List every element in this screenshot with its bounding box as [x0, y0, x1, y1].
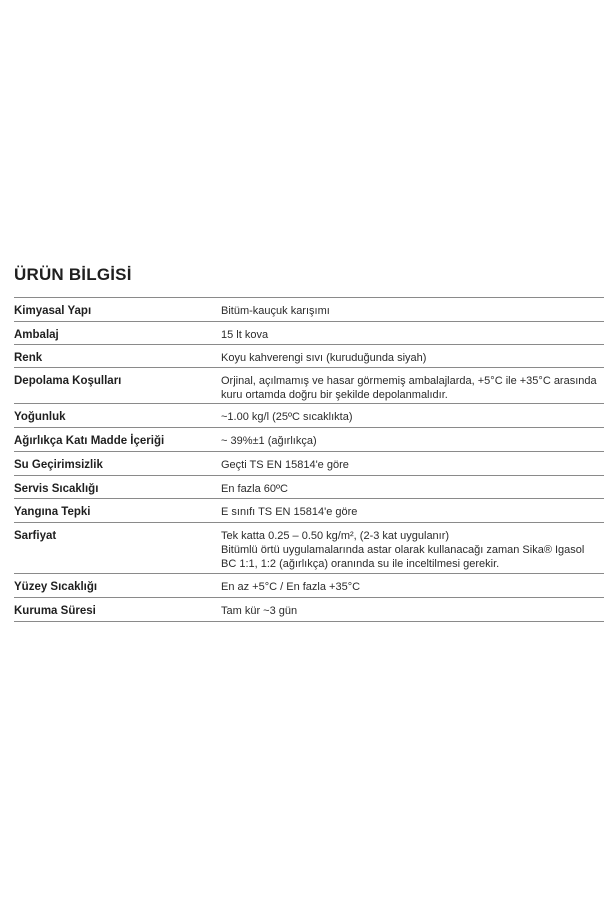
table-row	[14, 598, 604, 622]
row-value-line: En az +5°C / En fazla +35°C	[221, 581, 361, 593]
row-value-line: E sınıfı TS EN 15814'e göre	[221, 506, 358, 518]
row-value	[221, 458, 604, 470]
table-row	[14, 523, 604, 574]
product-info-table	[14, 297, 604, 622]
row-value	[221, 529, 604, 568]
row-value	[221, 505, 604, 517]
row-value	[221, 434, 604, 446]
row-label: Su Geçirimsizlik	[14, 459, 103, 471]
table-row	[14, 574, 604, 598]
row-label: Yüzey Sıcaklığı	[14, 581, 98, 593]
row-value-line: kuru ortamda doğru bir şekilde depolanmalıdır.	[221, 389, 448, 401]
row-value-line: Koyu kahverengi sıvı (kuruduğunda siyah)	[221, 352, 427, 364]
row-label: Ağırlıkça Katı Madde İçeriği	[14, 435, 165, 447]
table-row	[14, 476, 604, 499]
row-value	[221, 351, 604, 362]
row-label: Ambalaj	[14, 329, 59, 341]
row-value-line: Bitüm-kauçuk karışımı	[221, 305, 330, 317]
row-value-line: 15 lt kova	[221, 329, 269, 341]
row-value-line: En fazla 60ºC	[221, 483, 288, 495]
row-value	[221, 604, 604, 616]
section-title: ÜRÜN BİLGİSİ	[14, 265, 132, 284]
product-info-section	[14, 264, 604, 622]
row-label: Sarfiyat	[14, 530, 57, 542]
table-row	[14, 345, 604, 368]
table-row	[14, 368, 604, 404]
row-value-line: Bitümlü örtü uygulamalarında astar olarak kullanacağı zaman Sika® Igasol	[221, 544, 585, 556]
row-label: Kimyasal Yapı	[14, 305, 92, 317]
row-label: Servis Sıcaklığı	[14, 483, 99, 495]
table-row	[14, 428, 604, 452]
table-row	[14, 298, 604, 322]
row-value-line: BC 1:1, 1:2 (ağırlıkça) oranında su ile inceltilmesi gerekir.	[221, 558, 500, 570]
table-row	[14, 322, 604, 345]
row-value	[221, 374, 604, 401]
row-value-line: Geçti TS EN 15814'e göre	[221, 459, 349, 471]
row-label: Yangına Tepki	[14, 506, 91, 518]
table-row	[14, 499, 604, 523]
table-row	[14, 452, 604, 476]
row-value-line: Orjinal, açılmamış ve hasar görmemiş ambalajlarda, +5°C ile +35°C arasında	[221, 375, 597, 387]
row-value	[221, 410, 604, 422]
row-value	[221, 580, 604, 592]
row-label: Renk	[14, 352, 43, 364]
row-value	[221, 482, 604, 493]
row-value-line: Tek katta 0.25 – 0.50 kg/m², (2-3 kat uygulanır)	[221, 530, 450, 542]
row-value	[221, 304, 604, 316]
row-label: Yoğunluk	[14, 411, 66, 423]
row-value	[221, 328, 604, 339]
row-label: Kuruma Süresi	[14, 605, 96, 617]
table-row	[14, 404, 604, 428]
row-value-line: ~1.00 kg/l (25ºC sıcaklıkta)	[221, 411, 353, 423]
row-label: Depolama Koşulları	[14, 375, 122, 387]
row-value-line: ~ 39%±1 (ağırlıkça)	[221, 435, 317, 447]
row-value-line: Tam kür ~3 gün	[221, 605, 298, 617]
